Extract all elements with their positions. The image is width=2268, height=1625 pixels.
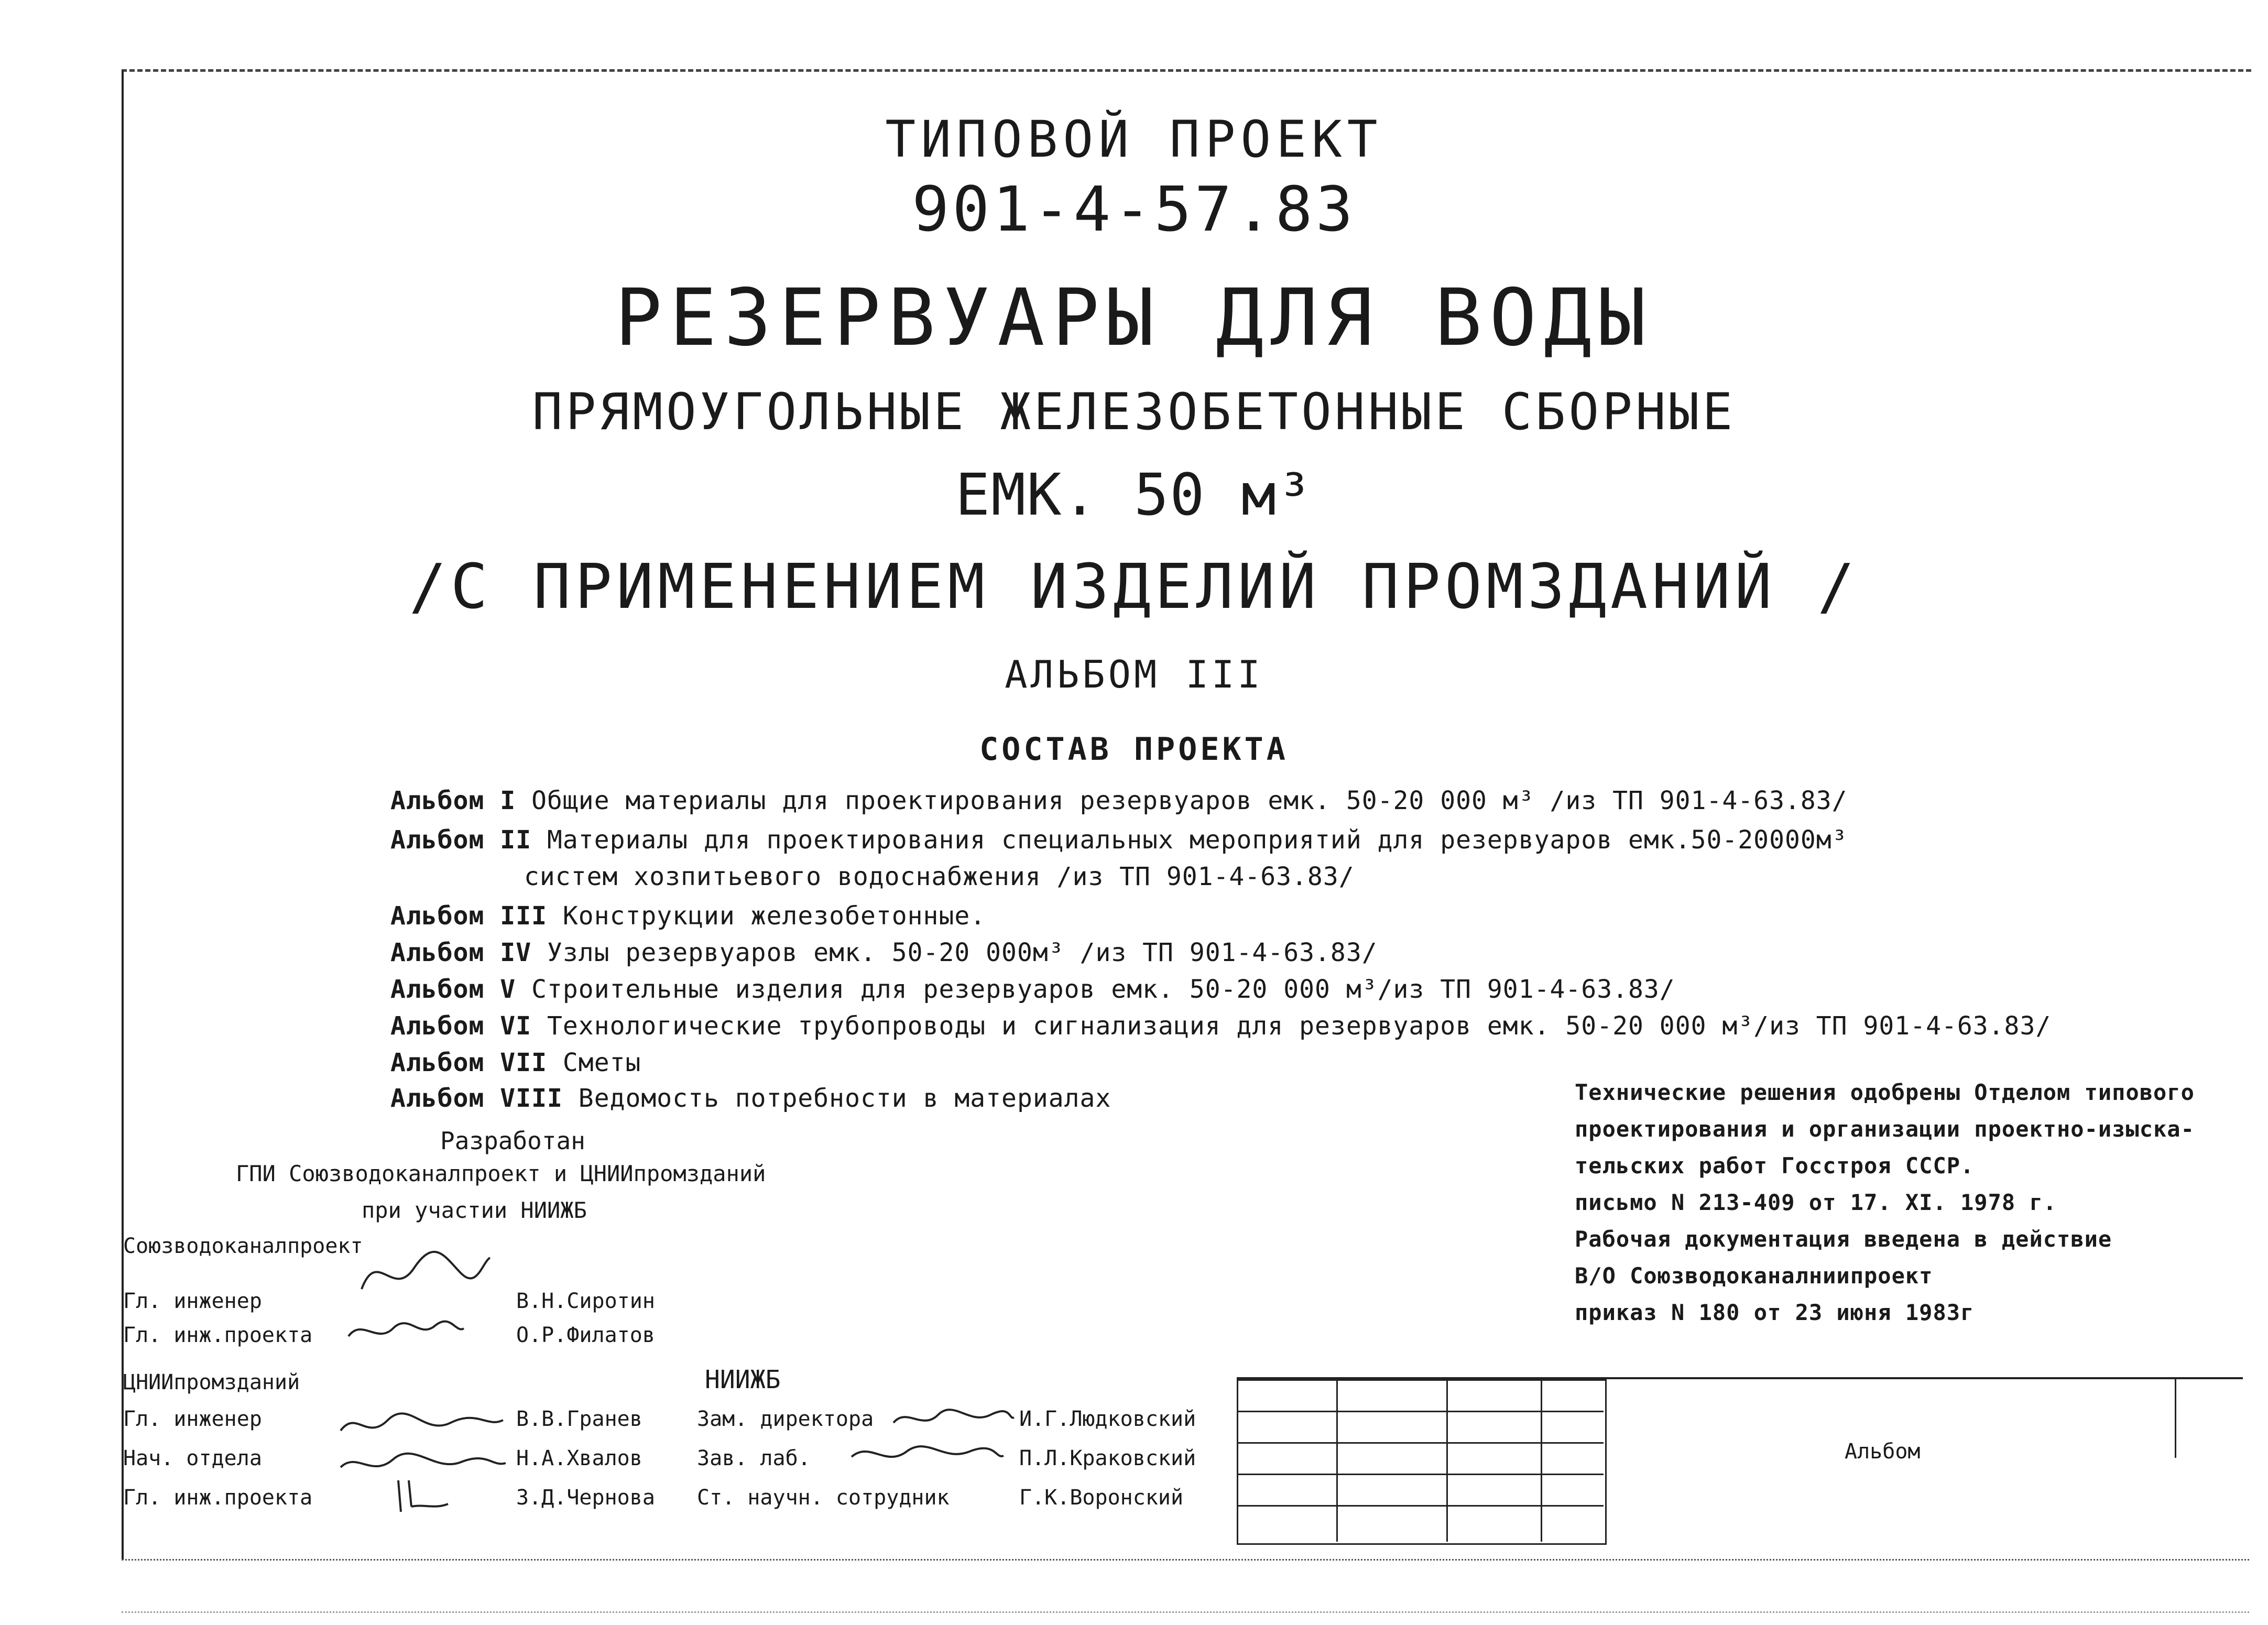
album-item: Альбом VIII Ведомость потребности в материалах — [390, 1084, 1111, 1113]
album-item: Альбом IV Узлы резервуаров емк. 50-20 000м³ /из ТП 901-4-63.83/ — [390, 938, 1378, 967]
developer-label: Разработан — [440, 1127, 585, 1155]
signer-name: Н.А.Хвалов — [516, 1446, 642, 1470]
stamp-row — [1237, 1411, 1604, 1412]
album-item: Альбом VII Сметы — [390, 1048, 641, 1077]
signer-role: Гл. инж.проекта — [123, 1323, 313, 1347]
signer-role: Гл. инж.проекта — [123, 1486, 313, 1510]
frame-bottom-line — [122, 1559, 2249, 1561]
signer-role: Ст. научн. сотрудник — [697, 1486, 950, 1510]
main-title: РЕЗЕРВУАРЫ ДЛЯ ВОДЫ — [615, 272, 1653, 364]
stamp-row — [1237, 1505, 1604, 1507]
stamp-row — [1237, 1442, 1604, 1444]
signer-role: Зам. директора — [697, 1407, 874, 1431]
project-contents-heading: СОСТАВ ПРОЕКТА — [979, 731, 1289, 768]
subtitle: ПРЯМОУГОЛЬНЫЕ ЖЕЛЕЗОБЕТОННЫЕ СБОРНЫЕ — [532, 383, 1736, 441]
handwritten-signature — [849, 1436, 1006, 1473]
approval-line: В/О Союзводоканалниипроект — [1575, 1263, 1933, 1289]
signer-name: В.В.Гранев — [516, 1407, 642, 1431]
developer-participant: при участии НИИЖБ — [362, 1197, 587, 1223]
signer-role: Гл. инженер — [123, 1407, 262, 1431]
approval-line: Рабочая документация введена в действие — [1575, 1226, 2112, 1252]
approval-line: проектирования и организации проектно-изыска- — [1575, 1116, 2195, 1142]
handwritten-signature — [388, 1475, 451, 1517]
signer-name: О.Р.Филатов — [516, 1323, 655, 1347]
handwritten-signature — [335, 1399, 508, 1446]
application-note: /С ПРИМЕНЕНИЕМ ИЗДЕЛИЙ ПРОМЗДАНИЙ / — [409, 550, 1859, 623]
title-block-stamp — [1237, 1377, 2243, 1542]
scan-noise-line — [122, 1611, 2249, 1613]
approval-line: письмо N 213-409 от 17. XI. 1978 г. — [1575, 1190, 2057, 1215]
stamp-col — [1541, 1379, 1542, 1542]
album-item: Альбом II Материалы для проектирования специальных мероприятий для резервуаров емк.50-20000м³ — [390, 825, 1848, 855]
stamp-grid — [1237, 1379, 1607, 1545]
signer-role: Гл. инженер — [123, 1289, 262, 1313]
signer-name: З.Д.Чернова — [516, 1486, 655, 1510]
handwritten-signature — [891, 1402, 1017, 1433]
signer-name: В.Н.Сиротин — [516, 1289, 655, 1313]
capacity: ЕМК. 50 м³ — [955, 461, 1313, 528]
org-name: Союзводоканалпроект — [123, 1234, 363, 1258]
signer-name: П.Л.Краковский — [1019, 1446, 1196, 1470]
handwritten-signature — [346, 1313, 466, 1349]
approval-line: Технические решения одобрены Отделом типового — [1575, 1079, 2195, 1105]
signer-role: Зав. лаб. — [697, 1446, 811, 1470]
developer-orgs: ГПИ Союзводоканалпроект и ЦНИИпромзданий — [236, 1161, 766, 1186]
handwritten-signature — [356, 1242, 493, 1305]
approval-line: тельских работ Госстроя СССР. — [1575, 1153, 1975, 1179]
album-item: Альбом V Строительные изделия для резервуаров емк. 50-20 000 м³/из ТП 901-4-63.83/ — [390, 975, 1675, 1004]
doc-type-title: ТИПОВОЙ ПРОЕКТ — [885, 110, 1383, 169]
signer-name: Г.К.Воронский — [1019, 1486, 1184, 1510]
stamp-row — [1237, 1474, 1604, 1475]
album-number: АЛЬБОМ III — [1005, 652, 1263, 696]
signer-name: И.Г.Людковский — [1019, 1407, 1196, 1431]
album-item: Альбом I Общие материалы для проектирования резервуаров емк. 50-20 000 м³ /из ТП 901-4-63.83/ — [390, 786, 1848, 815]
album-item: Альбом III Конструкции железобетонные. — [390, 901, 986, 931]
approval-line: приказ N 180 от 23 июня 1983г — [1575, 1300, 1975, 1325]
org-name: НИИЖБ — [705, 1365, 781, 1394]
album-item: Альбом VI Технологические трубопроводы и сигнализация для резервуаров емк. 50-20 000 м³/из ТП 901-4-63.83/ — [390, 1011, 2052, 1041]
org-name: ЦНИИпромзданий — [123, 1370, 300, 1394]
signer-role: Нач. отдела — [123, 1446, 262, 1470]
project-number: 901-4-57.83 — [912, 173, 1356, 245]
stamp-col — [1446, 1379, 1448, 1542]
album-item-continued: систем хозпитьевого водоснабжения /из ТП 901-4-63.83/ — [524, 862, 1355, 891]
stamp-col — [1336, 1379, 1338, 1542]
stamp-label: Альбом — [1845, 1439, 1921, 1464]
